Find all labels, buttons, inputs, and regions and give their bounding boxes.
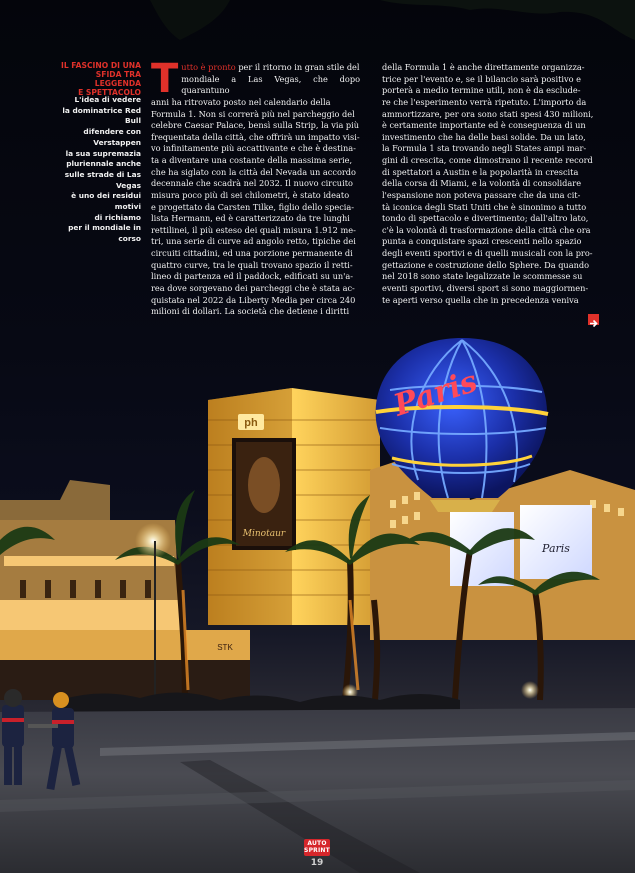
- article-line: mondiale a Las Vegas, che dopo quarantuno: [181, 73, 360, 96]
- article-line: ta a diventare una costante della massima serie,: [151, 155, 353, 165]
- kicker-line: SFIDA TRA LEGGENDA: [94, 70, 141, 88]
- kicker-line: IL FASCINO DI UNA: [61, 61, 141, 70]
- article-line: che ha siglato con la città del Nevada un accordo: [151, 166, 356, 177]
- article-line: l'espansione non poteva passare che da una cit-: [382, 189, 581, 200]
- article-line: è certamente importante ed è conseguenza di un: [382, 120, 586, 131]
- article-line: gini di crescita, come dimostrano il recente record: [382, 155, 593, 165]
- article-line: eventi sportivi, diversi sport si sono maggiormen-: [382, 282, 589, 293]
- article-line: tà iconica degli Stati Uniti che è sinonimo a tutto: [382, 201, 587, 212]
- article-line: re che l'esperimento verrà ripetuto. L'importo da: [382, 96, 587, 107]
- article-line: porterà a medio termine utili, non è da esclude-: [382, 85, 581, 96]
- article-line: della Formula 1 è anche direttamente organizza-: [382, 62, 585, 72]
- magazine-logo-line: AUTO: [307, 840, 327, 847]
- article-line: vo infinitamente più accattivante e che è destina-: [151, 143, 356, 154]
- standfirst-line: pluriennale anche: [66, 159, 141, 169]
- article-line: anni ha ritrovato posto nel calendario della: [151, 96, 331, 107]
- standfirst-line: la dominatrice Red Bull: [62, 105, 141, 126]
- article-line: della corsa di Miami, e la volontà di consolidare: [382, 178, 582, 189]
- standfirst-line: sulle strade di Las Vegas: [64, 169, 141, 190]
- lead-in: utto è pronto: [181, 62, 236, 72]
- page-number: 19: [310, 858, 324, 868]
- article-line: punta a conquistare spazi crescenti nello spazio: [382, 236, 582, 247]
- article-line: c'è la volontà di trasformazione della città che ora: [382, 224, 591, 235]
- article-line: di spettatori a Austin e la popolarità in crescita: [382, 166, 579, 177]
- article-line-text: per il ritorno in gran stile del: [235, 62, 360, 72]
- article-line: tondo di spettacolo e divertimento; dall'altro lato,: [382, 213, 589, 224]
- standfirst-line: difendere con Verstappen: [83, 127, 141, 147]
- article-line: circuiti cittadini, ed una porzione permanente di: [151, 248, 353, 258]
- article-line: te aperti verso quella che in precedenza veniva: [382, 294, 579, 305]
- drop-cap: T: [151, 56, 179, 102]
- article-line: lineo di partenza ed il paddock, edificati su un'a-: [151, 271, 354, 282]
- article-line: ammortizzare, per ora sono stati spesi 430 milioni,: [382, 108, 594, 119]
- standfirst-line: la sua supremazia: [65, 148, 141, 158]
- article-line: frequentata della città, che offrirà un impatto visi-: [151, 131, 360, 142]
- standfirst-line: di richiamo: [94, 212, 141, 222]
- article-column-2: [382, 62, 599, 306]
- article-line: investimento che ha delle basi solide. Da un lato,: [382, 131, 586, 142]
- article-line: degli eventi sportivi e di quelli musicali con la pro-: [382, 248, 593, 258]
- article-line: e progettato da Carsten Tilke, figlio dello specia-: [151, 201, 355, 212]
- balloon-sign: Paris: [389, 363, 482, 424]
- article-line: la Formula 1 sta trovando negli States ampi mar-: [382, 143, 587, 154]
- standfirst-line: per il mondiale in corso: [68, 223, 141, 244]
- screen-sign: Paris: [542, 542, 570, 555]
- article-column-1: [151, 56, 360, 318]
- article-line: rettilinei, il più esteso dei quali misura 1.912 me-: [151, 224, 356, 235]
- hotel-tower: [208, 388, 380, 625]
- article-line: tri, una serie di curve ad angolo retto, tipiche dei: [151, 236, 356, 247]
- article-line: quistata nel 2022 da Liberty Media per circa 240: [151, 294, 356, 305]
- article-line: celebre Caesar Palace, bensì sulla Strip, la via più: [151, 120, 360, 131]
- article-line: nel 2018 sono state legalizzate le scommesse su: [382, 271, 583, 282]
- kicker: [55, 61, 141, 97]
- standfirst-line: L'idea di vedere: [74, 95, 141, 104]
- billboard-title: Minotaur: [242, 529, 286, 539]
- article-line: [151, 62, 360, 74]
- magazine-logo-line: SPRINT: [304, 847, 330, 854]
- article-line: gettazione e costruzione dello Sphere. Da quando: [382, 259, 590, 270]
- article-line: trice per l'evento e, se il bilancio sarà positivo e: [382, 73, 582, 84]
- restaurant-sign: STK: [217, 643, 233, 652]
- magazine-logo: [304, 839, 330, 856]
- article-line: misura poco più di sei chilometri, è stato ideato: [151, 189, 350, 200]
- article-line: milioni di dollari. La società che detiene i diritti: [151, 306, 350, 317]
- standfirst: [44, 95, 141, 245]
- kicker-line: E SPETTACOLO: [78, 88, 141, 97]
- article-line: decennale che scadrà nel 2032. Il nuovo circuito: [151, 178, 353, 189]
- article-line: rea dove sorgevano dei parcheggi che è stata ac-: [151, 282, 355, 293]
- article-line: Formula 1. Non si correrà più nel parcheggio del: [151, 108, 355, 119]
- article-line: lista Hermann, ed è caratterizzato da tre lunghi: [151, 213, 350, 224]
- arrow-right-icon: [588, 314, 599, 325]
- hotel-logo: ph: [244, 417, 258, 429]
- standfirst-line: è uno dei residui motivi: [71, 191, 141, 212]
- article-line: quattro curve, tra le quali trovano spazio il retti-: [151, 259, 353, 270]
